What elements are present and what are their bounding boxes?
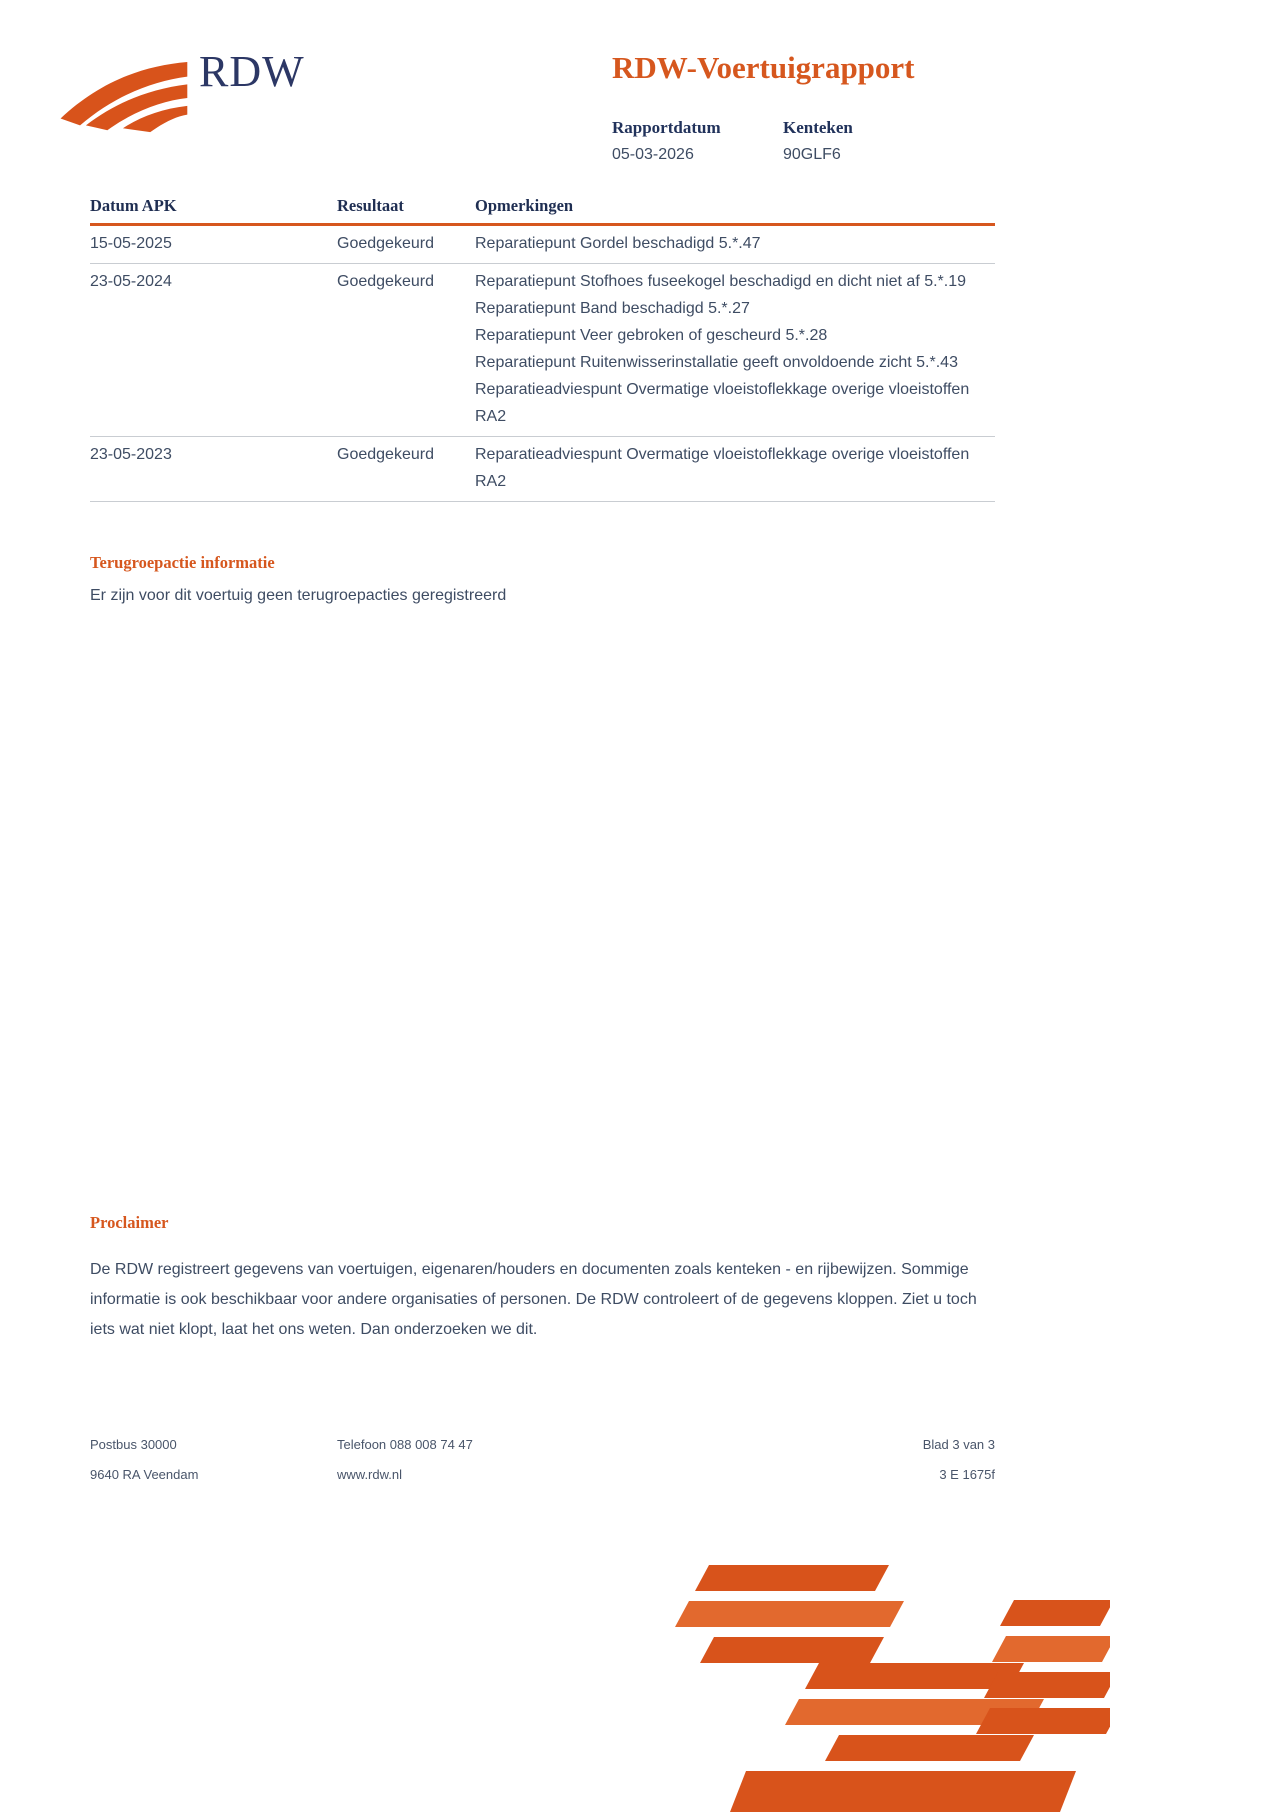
rdw-logo-swoosh-icon (52, 60, 190, 138)
column-header-resultaat: Resultaat (337, 196, 404, 215)
proclaimer-section (90, 1213, 995, 1345)
license-plate-label: Kenteken (783, 118, 853, 137)
bottom-stripes-graphic (640, 1545, 1110, 1812)
license-plate-value: 90GLF6 (783, 146, 841, 163)
apk-remark: Reparatieadviespunt Overmatige vloeistoflekkage overige vloeistoffen RA2 (475, 381, 970, 425)
footer-phone: Telefoon 088 008 74 47 (337, 1437, 473, 1452)
apk-date: 15-05-2025 (90, 235, 172, 252)
report-date-block (612, 118, 721, 164)
column-header-opmerkingen: Opmerkingen (475, 196, 574, 215)
apk-remark: Reparatiepunt Ruitenwisserinstallatie geeft onvoldoende zicht 5.*.43 (475, 354, 958, 371)
document-title: RDW-Voertuigrapport (612, 50, 915, 85)
table-row (90, 226, 995, 264)
proclaimer-heading: Proclaimer (90, 1213, 169, 1232)
proclaimer-text: De RDW registreert gegevens van voertuigen, eigenaren/houders en documenten zoals kenteken - en rijbewijzen. Sommige informatie is ook beschikbaar voor andere organisaties of personen. De RDW controleert of de gegevens kloppen. Ziet u toch iets wat niet klopt, laat het ons weten. Dan onderzoeken we dit. (90, 1261, 977, 1338)
table-row (90, 437, 995, 502)
table-row (90, 264, 995, 437)
report-date-label: Rapportdatum (612, 118, 721, 137)
footer-city: 9640 RA Veendam (90, 1467, 199, 1482)
apk-remark: Reparatiepunt Gordel beschadigd 5.*.47 (475, 235, 761, 252)
apk-remarks (475, 268, 995, 430)
apk-result: Goedgekeurd (337, 235, 434, 252)
apk-table-header (90, 196, 995, 226)
recall-section-text: Er zijn voor dit voertuig geen terugroepacties geregistreerd (90, 587, 507, 604)
footer-doc-code: 3 E 1675f (939, 1467, 995, 1482)
footer-page-number: Blad 3 van 3 (922, 1437, 995, 1452)
apk-remark: Reparatiepunt Band beschadigd 5.*.27 (475, 300, 750, 317)
recall-section-heading: Terugroepactie informatie (90, 553, 275, 572)
apk-remark: Reparatieadviespunt Overmatige vloeistoflekkage overige vloeistoffen RA2 (475, 446, 970, 490)
footer-postbus: Postbus 30000 (90, 1437, 177, 1452)
apk-remarks (475, 441, 995, 495)
apk-history-table (90, 196, 995, 502)
recall-section (90, 553, 995, 605)
apk-result: Goedgekeurd (337, 273, 434, 290)
footer-website: www.rdw.nl (337, 1467, 403, 1482)
apk-date: 23-05-2023 (90, 446, 172, 463)
license-plate-block (783, 118, 853, 164)
page-footer (90, 1430, 995, 1500)
apk-remark: Reparatiepunt Stofhoes fuseekogel beschadigd en dicht niet af 5.*.19 (475, 273, 967, 290)
footer-address-block (90, 1430, 198, 1490)
apk-remarks (475, 230, 995, 257)
report-date-value: 05-03-2026 (612, 146, 694, 163)
rdw-logo-text: RDW (199, 47, 305, 96)
apk-date: 23-05-2024 (90, 273, 172, 290)
footer-page-block (923, 1430, 995, 1490)
apk-remark: Reparatiepunt Veer gebroken of gescheurd 5.*.28 (475, 327, 828, 344)
column-header-datum-apk: Datum APK (90, 196, 177, 215)
apk-result: Goedgekeurd (337, 446, 434, 463)
footer-contact-block (337, 1430, 473, 1490)
